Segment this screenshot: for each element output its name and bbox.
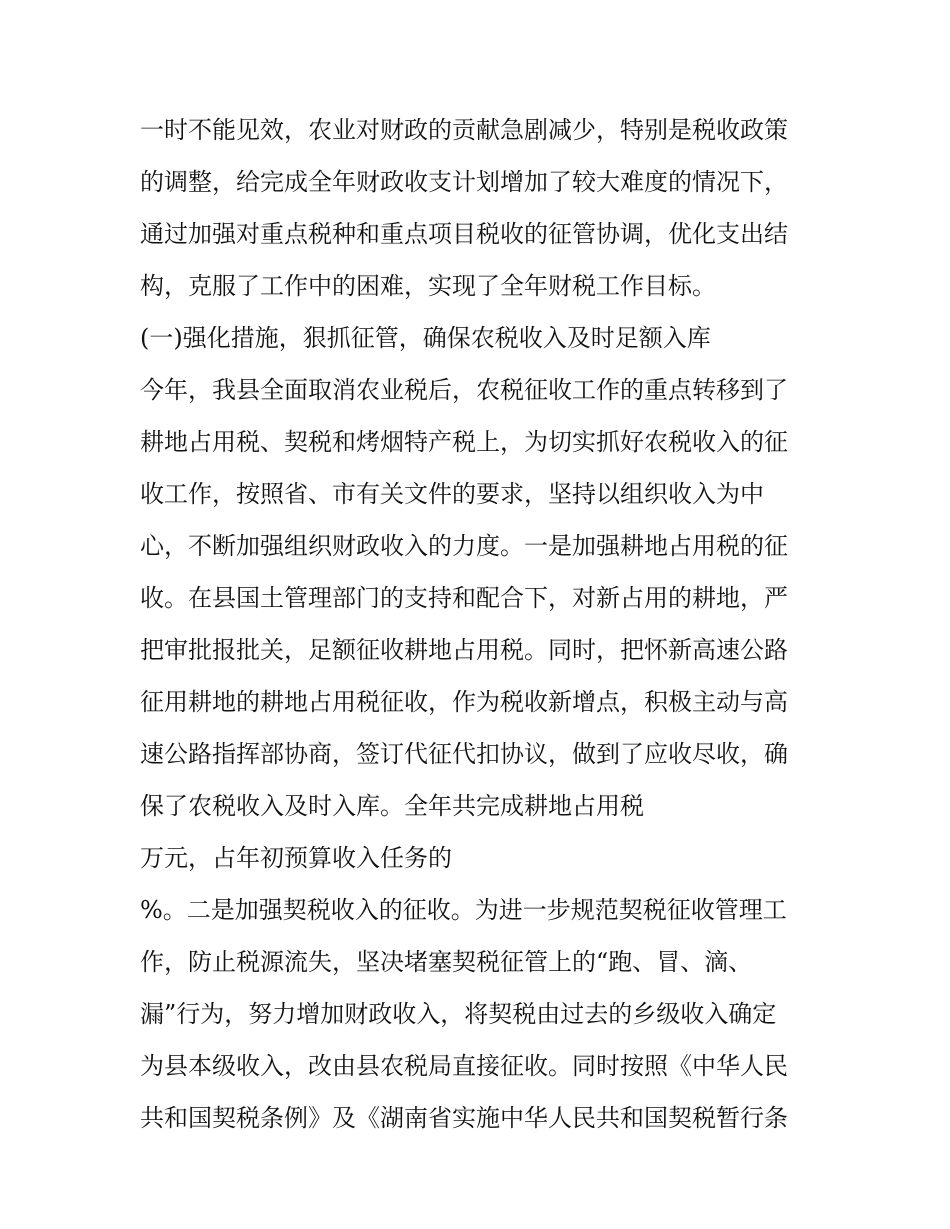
section-heading: (一)强化措施，狠抓征管，确保农税收入及时足额入库 — [140, 324, 711, 352]
text-line: 构，克服了工作中的困难，实现了全年财税工作目标。 — [140, 272, 716, 300]
text-line: 通过加强对重点税种和重点项目税收的征管协调，优化支出结 — [140, 220, 788, 248]
text-line: %。二是加强契税收入的征收。为进一步规范契税征收管理工 — [140, 896, 787, 924]
text-line: 为县本级收入，改由县农税局直接征收。同时按照《中华人民 — [140, 1052, 788, 1080]
text-line: 把审批报批关，足额征收耕地占用税。同时，把怀新高速公路 — [140, 636, 788, 664]
text-line: 万元，占年初预算收入任务的 — [140, 844, 452, 872]
text-line: 一时不能见效，农业对财政的贡献急剧减少，特别是税收政策 — [140, 116, 788, 144]
text-line: 今年，我县全面取消农业税后，农税征收工作的重点转移到了 — [140, 376, 788, 404]
text-line: 收。在县国土管理部门的支持和配合下，对新占用的耕地，严 — [140, 584, 788, 612]
text-line: 的调整，给完成全年财政收支计划增加了较大难度的情况下， — [140, 168, 788, 196]
text-line: 征用耕地的耕地占用税征收，作为税收新增点，积极主动与高 — [140, 688, 788, 716]
text-line: 心，不断加强组织财政收入的力度。一是加强耕地占用税的征 — [140, 532, 788, 560]
text-line: 漏”行为，努力增加财政收入，将契税由过去的乡级收入确定 — [140, 1000, 777, 1028]
text-line: 耕地占用税、契税和烤烟特产税上，为切实抓好农税收入的征 — [140, 428, 788, 456]
text-line: 共和国契税条例》及《湖南省实施中华人民共和国契税暂行条 — [140, 1104, 788, 1132]
text-line: 收工作，按照省、市有关文件的要求，坚持以组织收入为中 — [140, 480, 764, 508]
text-line: 速公路指挥部协商，签订代征代扣协议，做到了应收尽收，确 — [140, 740, 788, 768]
body-text — [140, 104, 820, 1144]
text-line: 作，防止税源流失，坚决堵塞契税征管上的“跑、冒、滴、 — [140, 948, 753, 976]
text-line: 保了农税收入及时入库。全年共完成耕地占用税 — [140, 792, 644, 820]
